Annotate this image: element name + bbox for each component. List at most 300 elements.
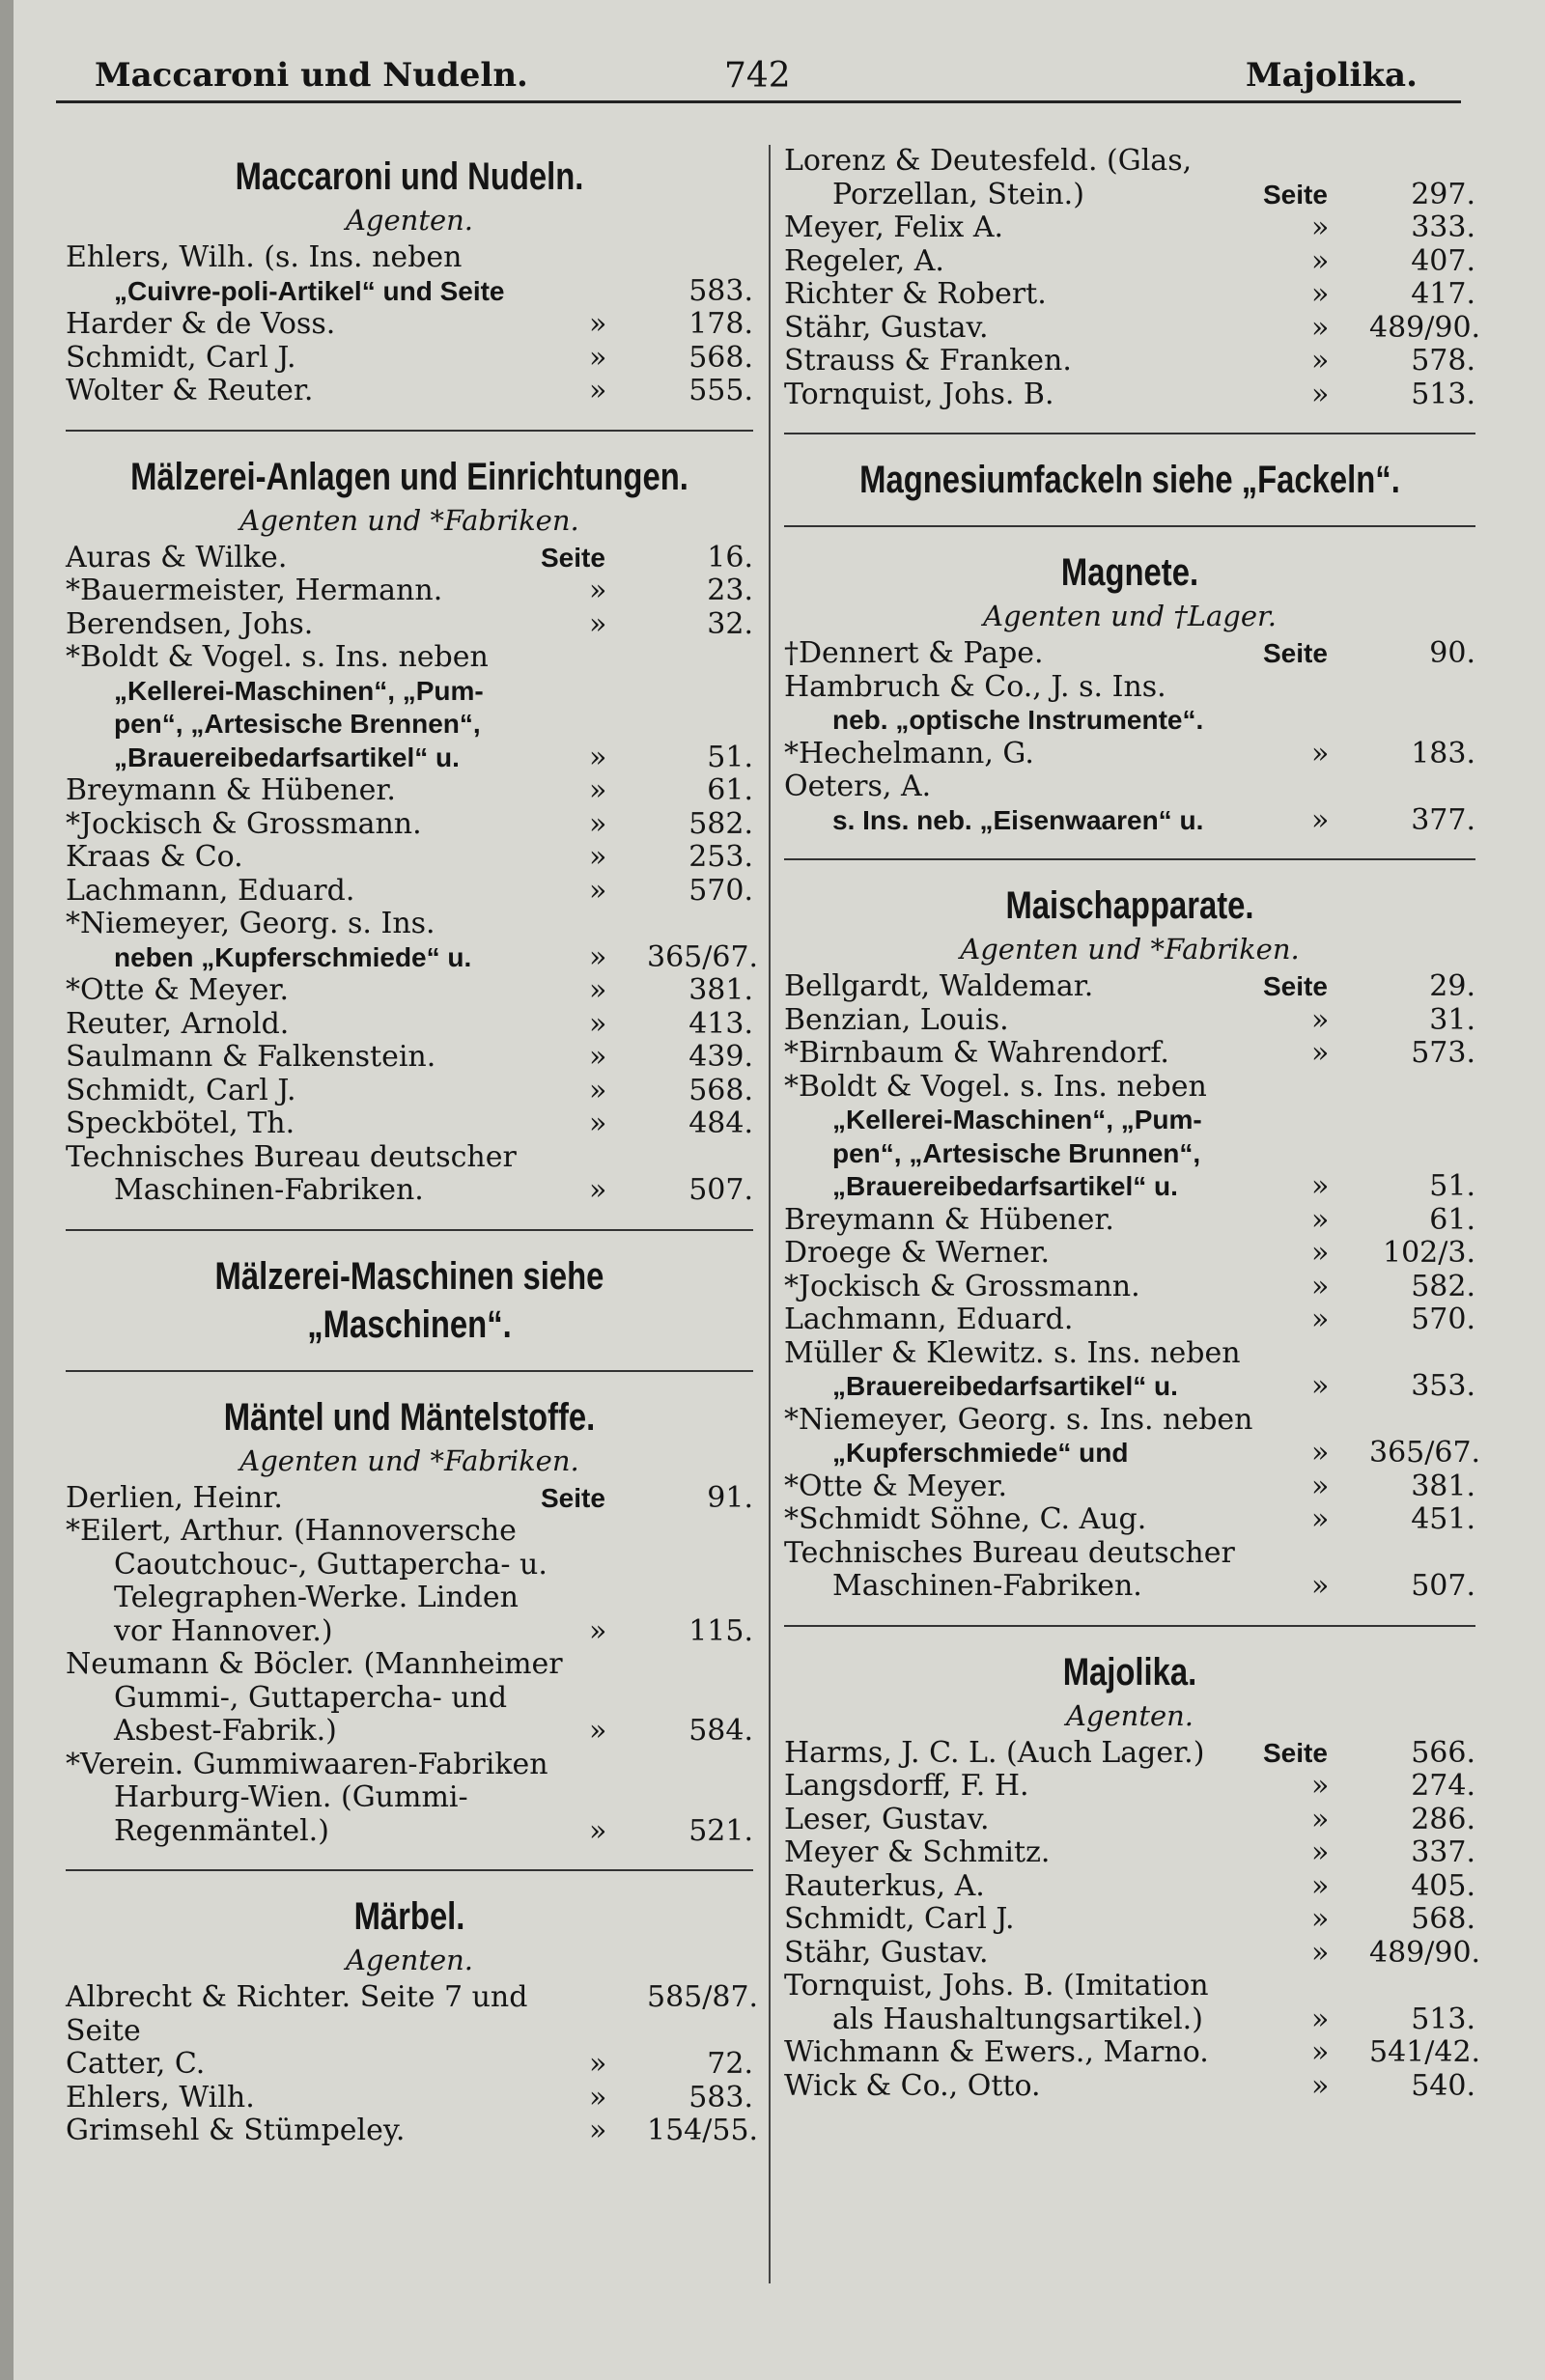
entry-page: 570.: [688, 873, 753, 908]
index-entry: [66, 1648, 753, 1682]
index-entry: [784, 770, 1475, 804]
entry-name: Asbest-Fabrik.): [114, 1714, 337, 1748]
entry-name: †Dennert & Pape.: [784, 636, 1044, 670]
entry-name: *Niemeyer, Georg. s. Ins. neben: [784, 1402, 1253, 1437]
index-entry: [784, 345, 1475, 378]
index-entry: [784, 1935, 1481, 1971]
entry-page: 573.: [1411, 1036, 1475, 1070]
index-section: [784, 882, 1481, 1604]
index-entry: [784, 1370, 1475, 1404]
entry-name: Speckbötel, Th.: [66, 1106, 295, 1140]
entry-name: Schmidt, Carl J.: [784, 1902, 1015, 1936]
entry-name: *Jockisch & Grossmann.: [784, 1269, 1140, 1303]
index-entry: [784, 1770, 1475, 1804]
index-entry: [66, 742, 753, 775]
index-entry: [784, 2070, 1475, 2104]
index-entry: [784, 704, 1475, 738]
index-entry: [784, 1337, 1475, 1371]
entry-page: 513.: [1411, 2002, 1475, 2036]
entry-page: 115.: [688, 1613, 753, 1648]
entry-name: Lachmann, Eduard.: [784, 1302, 1074, 1336]
index-entry: [784, 2003, 1475, 2037]
index-entry: [784, 1903, 1475, 1937]
entry-ref: »: [589, 973, 607, 1007]
entry-ref: »: [1311, 1935, 1330, 1970]
section-title: Magnesiumfackeln siehe „Fackeln“.: [859, 459, 1400, 501]
section-subtitle: Agenten.: [1065, 1698, 1194, 1732]
index-entry: [66, 2114, 759, 2148]
entry-page: 451.: [1411, 1502, 1475, 1536]
entry-name: „Kellerei-Maschinen“, „Pum-: [114, 675, 484, 706]
entry-name: vor Hannover.): [114, 1613, 333, 1648]
index-entry: [784, 1071, 1475, 1105]
entry-page: 582.: [688, 806, 753, 841]
entry-ref: »: [589, 873, 607, 908]
index-entry: [784, 1137, 1475, 1171]
entry-ref: »: [1311, 1302, 1330, 1336]
index-section: [784, 144, 1481, 411]
running-head-left: Maccaroni und Nudeln.: [95, 56, 528, 95]
index-entry: [66, 774, 753, 808]
index-entry: [784, 804, 1475, 838]
index-entry: [784, 2035, 1481, 2070]
entry-ref: »: [1311, 1502, 1330, 1536]
index-entry: [784, 1404, 1475, 1438]
section-subtitle: Agenten und *Fabriken.: [960, 933, 1300, 966]
entry-name: Regeler, A.: [784, 243, 944, 278]
section-separator: [784, 525, 1475, 527]
entry-ref: Seite: [541, 1482, 605, 1513]
section-subtitle: Agenten und *Fabriken.: [239, 1443, 579, 1477]
index-entry: [66, 1141, 753, 1175]
index-entry: [66, 1549, 753, 1582]
section-separator: [66, 430, 753, 432]
entry-page: 377.: [1411, 802, 1475, 837]
index-entry: [66, 275, 753, 309]
entry-ref: »: [1311, 1436, 1330, 1470]
entry-page: 297.: [1411, 177, 1475, 211]
index-entry: [66, 1615, 753, 1649]
section-title: Märbel.: [353, 1895, 465, 1938]
entry-name: Richter & Robert.: [784, 277, 1047, 311]
entry-name: Leser, Gustav.: [784, 1802, 990, 1836]
index-entry: [784, 970, 1475, 1004]
entry-page: 61.: [1429, 1202, 1475, 1237]
index-entry: [784, 1503, 1475, 1537]
entry-page: 540.: [1411, 2068, 1475, 2103]
entry-name: Müller & Klewitz. s. Ins. neben: [784, 1335, 1241, 1370]
section-separator: [66, 1229, 753, 1231]
entry-ref: »: [589, 1714, 607, 1748]
entry-name: Wick & Co., Otto.: [784, 2068, 1041, 2103]
entry-name: Reuter, Arnold.: [66, 1006, 290, 1041]
section-title: Mälzerei-Maschinen siehe „Maschinen“.: [214, 1254, 604, 1346]
entry-ref: »: [1311, 1469, 1330, 1503]
index-section: [784, 548, 1475, 837]
section-title: Majolika.: [1062, 1650, 1197, 1694]
entry-name: Albrecht & Richter. Seite 7 und Seite: [66, 1980, 528, 2048]
section-separator: [784, 1625, 1475, 1627]
entry-page: 407.: [1411, 243, 1475, 278]
entry-name: Strauss & Franken.: [784, 344, 1072, 378]
entry-page: 521.: [688, 1813, 753, 1848]
entry-page: 489/90.: [1369, 1935, 1481, 1970]
entry-name: Grimsehl & Stümpeley.: [66, 2114, 406, 2147]
section-title: Mäntel und Mäntelstoffe.: [223, 1395, 596, 1439]
entry-ref: »: [589, 1040, 607, 1074]
entry-page: 23.: [707, 574, 753, 607]
entry-name: *Hechelmann, G.: [784, 736, 1034, 770]
entry-ref: »: [589, 1613, 607, 1648]
index-entry: [66, 1041, 753, 1075]
entry-name: Porzellan, Stein.): [832, 177, 1084, 211]
entry-name: „Brauereibedarfsartikel“ u.: [114, 742, 460, 772]
entry-name: Saulmann & Falkenstein.: [66, 1040, 436, 1074]
entry-ref: »: [1311, 1236, 1330, 1270]
index-entry: [66, 1482, 753, 1516]
index-entry: [784, 1237, 1475, 1271]
index-entry: [66, 342, 753, 376]
entry-name: Regenmäntel.): [114, 1813, 329, 1848]
entry-ref: »: [589, 840, 607, 874]
index-section: [784, 1648, 1481, 2104]
index-entry: [66, 1715, 753, 1749]
entry-ref: »: [1311, 1002, 1330, 1037]
entry-name: Rauterkus, A.: [784, 1868, 985, 1903]
entry-name: Maschinen-Fabriken.: [832, 1569, 1142, 1603]
entry-page: 183.: [1411, 736, 1475, 770]
entry-name: Schmidt, Carl J.: [66, 340, 296, 375]
entry-page: 178.: [688, 307, 753, 341]
entry-page: 365/67.: [1369, 1436, 1481, 1470]
index-entry: [784, 211, 1475, 245]
entry-name: Harburg-Wien. (Gummi-: [114, 1780, 468, 1814]
entry-page: 507.: [1411, 1569, 1475, 1603]
entry-name: Telegraphen-Werke. Linden: [114, 1581, 519, 1614]
index-entry: [66, 1174, 753, 1208]
entry-name: neb. „optische Instrumente“.: [832, 705, 1204, 735]
entry-name: Hambruch & Co., J. s. Ins.: [784, 669, 1166, 704]
entry-ref: »: [1311, 2068, 1330, 2103]
entry-name: Droege & Werner.: [784, 1236, 1051, 1270]
index-entry: [66, 1980, 759, 2048]
index-entry: [784, 278, 1475, 312]
entry-name: Technisches Bureau deutscher: [784, 1535, 1235, 1570]
entry-name: Harms, J. C. L. (Auch Lager.): [784, 1735, 1205, 1770]
index-section: [66, 153, 753, 408]
index-entry: [66, 574, 753, 608]
entry-name: Gummi-, Guttapercha- und: [114, 1680, 508, 1715]
entry-name: Wichmann & Ewers., Marno.: [784, 2035, 1209, 2069]
entry-page: 381.: [1411, 1469, 1475, 1503]
entry-ref: »: [1311, 802, 1330, 837]
entry-page: 61.: [707, 773, 753, 807]
entry-name: Stähr, Gustav.: [784, 310, 989, 345]
entry-name: Stähr, Gustav.: [784, 1935, 989, 1970]
entry-name: Lachmann, Eduard.: [66, 873, 355, 908]
entry-page: 513.: [1411, 377, 1475, 411]
entry-page: 507.: [688, 1173, 753, 1207]
entry-page: 154/55.: [647, 2114, 759, 2147]
entry-name: „Kellerei-Maschinen“, „Pum-: [832, 1105, 1202, 1134]
entry-name: Breymann & Hübener.: [66, 773, 396, 807]
entry-name: „Cuivre-poli-Artikel“ und Seite: [114, 275, 505, 306]
entry-ref: »: [589, 1173, 607, 1207]
entry-name: *Otte & Meyer.: [784, 1469, 1007, 1503]
entry-page: 570.: [1411, 1302, 1475, 1336]
entry-ref: »: [1311, 1802, 1330, 1836]
index-entry: [784, 1804, 1475, 1837]
entry-name: „Kupferschmiede“ und: [832, 1438, 1129, 1468]
entry-ref: »: [1311, 1835, 1330, 1869]
entry-ref: »: [589, 606, 607, 641]
entry-page: 584.: [688, 1714, 753, 1748]
section-subtitle: Agenten und †Lager.: [983, 600, 1277, 632]
index-section: [66, 1393, 753, 1849]
entry-page: 568.: [688, 1073, 753, 1107]
entry-page: 16.: [707, 540, 753, 574]
index-entry: [66, 939, 759, 975]
entry-ref: »: [1311, 210, 1330, 244]
entry-ref: »: [1311, 1369, 1330, 1403]
index-entry: [784, 310, 1481, 346]
entry-ref: »: [1311, 1569, 1330, 1603]
entry-ref: »: [1311, 1169, 1330, 1203]
entry-page: 582.: [1411, 1269, 1475, 1303]
index-section: [784, 456, 1475, 504]
entry-ref: »: [589, 2080, 607, 2114]
entry-page: 286.: [1411, 1802, 1475, 1836]
column-divider: [769, 145, 771, 2283]
entry-name: Oeters, A.: [784, 770, 932, 803]
entry-ref: Seite: [1263, 971, 1328, 1001]
entry-name: *Bauermeister, Hermann.: [66, 574, 443, 607]
index-entry: [784, 1970, 1475, 2003]
entry-name: *Niemeyer, Georg. s. Ins.: [66, 907, 435, 940]
entry-name: als Haushaltungsartikel.): [832, 2002, 1203, 2036]
index-entry: [784, 1004, 1475, 1038]
entry-ref: »: [589, 374, 607, 407]
index-entry: [784, 1303, 1475, 1337]
index-entry: [66, 875, 753, 909]
entry-name: Derlien, Heinr.: [66, 1480, 283, 1515]
index-entry: [66, 1582, 753, 1615]
section-separator: [784, 433, 1475, 434]
index-entry: [66, 1682, 753, 1716]
section-subtitle: Agenten.: [345, 1944, 474, 1976]
index-entry: [66, 2082, 753, 2115]
entry-page: 365/67.: [647, 939, 759, 974]
entry-name: Ehlers, Wilh.: [66, 2080, 255, 2114]
index-entry: [784, 245, 1475, 279]
entry-name: Tornquist, Johs. B.: [784, 377, 1054, 411]
section-title: Maccaroni und Nudeln.: [235, 155, 584, 198]
index-entry: [66, 808, 753, 842]
entry-ref: Seite: [1263, 1737, 1328, 1768]
index-entry: [66, 241, 753, 275]
entry-ref: »: [589, 939, 607, 974]
entry-name: *Jockisch & Grossmann.: [66, 806, 422, 841]
entry-page: 413.: [688, 1006, 753, 1041]
entry-name: Lorenz & Deutesfeld. (Glas,: [784, 144, 1193, 178]
entry-page: 353.: [1411, 1369, 1475, 1403]
index-entry: [66, 1815, 753, 1849]
entry-page: 31.: [1429, 1002, 1475, 1037]
entry-name: *Verein. Gummiwaaren-Fabriken: [66, 1747, 548, 1781]
index-section: [66, 453, 759, 1208]
header-rule: [56, 100, 1461, 103]
entry-page: 439.: [688, 1040, 753, 1074]
section-title: Magnete.: [1060, 551, 1199, 594]
entry-name: neben „Kupferschmiede“ u.: [114, 941, 472, 972]
entry-ref: »: [1311, 243, 1330, 278]
entry-name: Meyer & Schmitz.: [784, 1835, 1051, 1869]
entry-page: 578.: [1411, 344, 1475, 378]
entry-ref: »: [589, 574, 607, 607]
entry-ref: »: [1311, 310, 1330, 345]
entry-ref: »: [1311, 1902, 1330, 1936]
entry-ref: »: [1311, 1036, 1330, 1070]
index-entry: [66, 908, 753, 941]
entry-page: 51.: [707, 740, 753, 774]
entry-name: *Birnbaum & Wahrendorf.: [784, 1036, 1169, 1070]
entry-name: Benzian, Louis.: [784, 1002, 1009, 1037]
entry-ref: »: [1311, 1202, 1330, 1237]
entry-ref: »: [1311, 2002, 1330, 2036]
entry-ref: »: [589, 806, 607, 841]
index-entry: [784, 1737, 1475, 1771]
entry-page: 32.: [707, 606, 753, 641]
index-entry: [784, 378, 1475, 412]
index-section: [66, 1892, 759, 2148]
entry-ref: »: [1311, 1769, 1330, 1803]
entry-ref: »: [1311, 377, 1330, 411]
entry-name: pen“, „Artesische Brennen“,: [114, 709, 481, 739]
entry-name: Caoutchouc-, Guttapercha- u.: [114, 1547, 548, 1582]
entry-page: 583.: [688, 2080, 753, 2114]
index-entry: [784, 1470, 1475, 1504]
entry-ref: »: [1311, 1868, 1330, 1903]
index-entry: [784, 1870, 1475, 1904]
index-entry: [66, 375, 753, 408]
entry-page: 90.: [1429, 636, 1475, 670]
entry-name: Catter, C.: [66, 2047, 206, 2081]
entry-ref: »: [589, 307, 607, 341]
index-entry: [784, 637, 1475, 671]
index-entry: [784, 671, 1475, 705]
entry-page: 555.: [688, 374, 753, 407]
entry-name: *Schmidt Söhne, C. Aug.: [784, 1502, 1147, 1536]
entry-name: Tornquist, Johs. B. (Imitation: [784, 1969, 1209, 2002]
entry-name: Harder & de Voss.: [66, 307, 336, 341]
entry-page: 72.: [707, 2047, 753, 2081]
entry-ref: »: [1311, 1269, 1330, 1303]
entry-name: *Otte & Meyer.: [66, 973, 289, 1007]
entry-name: Ehlers, Wilh. (s. Ins. neben: [66, 240, 463, 274]
entry-ref: Seite: [541, 542, 605, 573]
index-entry: [66, 1781, 753, 1815]
entry-ref: Seite: [1263, 638, 1328, 668]
entry-ref: »: [589, 740, 607, 774]
left-column: [66, 145, 759, 2154]
index-entry: [66, 1749, 753, 1782]
section-title: Maischapparate.: [1005, 884, 1254, 927]
entry-page: 417.: [1411, 277, 1475, 311]
entry-page: 489/90.: [1369, 310, 1481, 345]
entry-ref: »: [589, 1006, 607, 1041]
entry-name: „Brauereibedarfsartikel“ u.: [832, 1171, 1178, 1201]
entry-name: Wolter & Reuter.: [66, 374, 314, 407]
entry-page: 333.: [1411, 210, 1475, 244]
index-entry: [784, 1836, 1475, 1870]
entry-page: 566.: [1411, 1735, 1475, 1770]
entry-page: 91.: [707, 1480, 753, 1515]
index-entry: [784, 738, 1475, 771]
index-entry: [784, 1204, 1475, 1238]
entry-ref: »: [589, 2047, 607, 2081]
entry-page: 583.: [688, 273, 753, 308]
index-entry: [784, 1170, 1475, 1204]
running-head-right: Majolika.: [1246, 56, 1418, 95]
entry-page: 568.: [688, 340, 753, 375]
section-separator: [784, 858, 1475, 860]
entry-name: Technisches Bureau deutscher: [66, 1139, 517, 1174]
index-entry: [784, 1570, 1475, 1604]
entry-name: *Boldt & Vogel. s. Ins. neben: [66, 640, 489, 674]
entry-name: Kraas & Co.: [66, 840, 243, 874]
index-section: [66, 1252, 753, 1349]
section-subtitle: Agenten.: [345, 204, 474, 237]
index-entry: [66, 841, 753, 875]
entry-name: Auras & Wilke.: [66, 540, 288, 574]
entry-page: 568.: [1411, 1902, 1475, 1936]
entry-ref: »: [589, 773, 607, 807]
entry-ref: »: [589, 340, 607, 375]
index-entry: [784, 1104, 1475, 1137]
entry-name: Berendsen, Johs.: [66, 606, 314, 641]
entry-page: 102/3.: [1383, 1236, 1475, 1270]
entry-ref: »: [589, 2114, 607, 2147]
entry-page: 253.: [688, 840, 753, 874]
index-entry: [784, 1436, 1481, 1470]
index-entry: [66, 675, 753, 709]
entry-name: Schmidt, Carl J.: [66, 1073, 296, 1107]
entry-ref: »: [1311, 344, 1330, 378]
index-entry: [66, 1075, 753, 1108]
entry-ref: »: [1311, 2035, 1330, 2069]
entry-page: 585/87.: [647, 1980, 759, 2014]
index-entry: [66, 308, 753, 342]
entry-page: 381.: [688, 973, 753, 1007]
entry-page: 29.: [1429, 969, 1475, 1003]
right-column: [784, 144, 1481, 2109]
entry-ref: »: [1311, 277, 1330, 311]
page-number: 742: [724, 56, 791, 96]
index-entry: [784, 145, 1475, 179]
index-entry: [66, 2048, 753, 2082]
entry-page: 541/42.: [1369, 2035, 1481, 2069]
index-entry: [66, 974, 753, 1008]
entry-page: 337.: [1411, 1835, 1475, 1869]
entry-ref: »: [589, 1813, 607, 1848]
index-entry: [66, 608, 753, 642]
section-separator: [66, 1370, 753, 1372]
index-entry: [66, 1107, 753, 1141]
section-title: Mälzerei-Anlagen und Einrichtungen.: [130, 455, 688, 498]
entry-name: „Brauereibedarfsartikel“ u.: [832, 1371, 1178, 1401]
entry-name: pen“, „Artesische Brunnen“,: [832, 1137, 1201, 1168]
entry-page: 484.: [688, 1106, 753, 1140]
